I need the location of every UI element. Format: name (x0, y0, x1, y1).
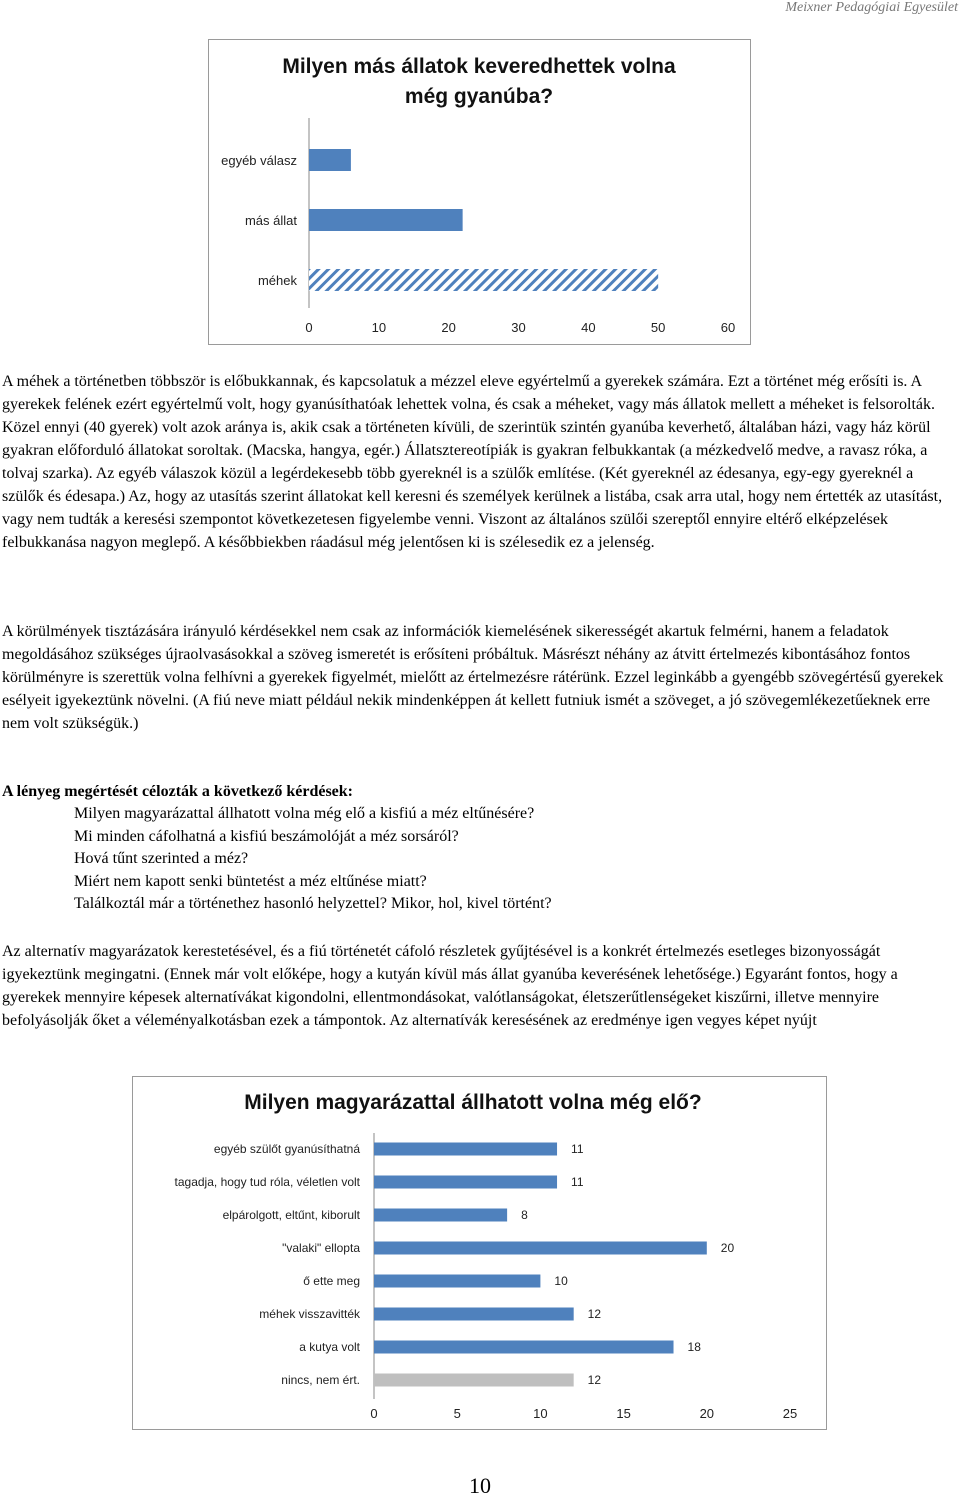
questions-heading: A lényeg megértését célozták a következő kérdések: (2, 783, 353, 800)
chart-other-animals (208, 39, 751, 345)
questions-list (74, 803, 552, 916)
data-label: 12 (587, 1373, 602, 1387)
question-item: Találkoztál már a történethez hasonló helyzettel? Mikor, hol, kivel történt? (74, 895, 552, 913)
category-label: "valaki" ellopta (282, 1241, 360, 1255)
question-item: Miért nem kapott senki büntetést a méz eltűnése miatt? (74, 872, 427, 890)
data-label: 20 (720, 1241, 735, 1255)
x-tick-label: 25 (782, 1406, 798, 1421)
bar (374, 1242, 707, 1255)
x-tick-label: 30 (511, 320, 526, 335)
x-tick-label: 10 (533, 1406, 548, 1421)
data-label: 18 (687, 1340, 701, 1354)
bar (309, 269, 658, 291)
bar (374, 1143, 557, 1156)
data-label: 11 (571, 1175, 584, 1189)
x-tick-label: 0 (370, 1406, 378, 1421)
paragraph-alternatives: Az alternatív magyarázatok kerestetésével, és a fiú történetét cáfoló részletek gyűjtésével is a konkrét értelmezés esetleges bizonyosságát igyekeztünk megingatni. (Ennek már volt előképe, hogy a kutyán kívül más állat gyanúba keverésének lehetősége.) Egyaránt fontos, hogy a gyerekek mennyire képesek alternatívákat kigondolni, ellentmondásokat, valótlanságokat, életszerűtlenségeket kiszűrni, illetve mennyire befolyásolják őket a véleményalkotásban ezek a támpontok. Az alternatívák keresésének az eredménye igen vegyes képet nyújt (2, 943, 898, 1029)
category-label: ő ette meg (303, 1274, 360, 1288)
data-label: 10 (554, 1274, 568, 1288)
chart-title: Milyen magyarázattal állhatott volna még elő? (244, 1091, 702, 1114)
data-label: 8 (521, 1208, 528, 1222)
x-tick-label: 5 (453, 1406, 461, 1421)
x-tick-label: 20 (441, 320, 456, 335)
question-item: Mi minden cáfolhatná a kisfiú beszámolóját a méz sorsáról? (74, 827, 459, 845)
category-label: elpárolgott, eltűnt, kiborult (222, 1208, 360, 1222)
bar (374, 1308, 574, 1321)
category-label: méhek visszavitték (259, 1307, 360, 1321)
bar (374, 1341, 674, 1354)
x-tick-label: 0 (305, 320, 313, 335)
bar (309, 209, 463, 231)
x-tick-label: 40 (581, 320, 596, 335)
chart-title: Milyen más állatok keveredhettek volna még gyanúba? (282, 55, 676, 108)
paragraph-circumstances: A körülmények tisztázására irányuló kérdésekkel nem csak az információk kiemelésének sikerességét akartuk felmérni, hanem a feladatok megoldásához szükséges újraolvasásokkal a szöveg ismeretét is erősíteni próbáltuk. Másrészt néhány az átvitt értelmezés kibontásához fontos körülményre is szerettük volna felhívni a gyerekek figyelmét, mielőtt az értelmezésre rátérünk. Ezzel leginkább a gyengébb szövegértésű gyerekek esélyeit igyekeztünk növelni. (A fiú neve miatt például nekik mindenképpen át kellett futniuk ismét a szöveget, a jó szövegemlékezetűeknek erre nem volt szükségük.) (2, 623, 944, 732)
category-label: méhek (257, 273, 297, 288)
bar (309, 149, 351, 171)
bar (374, 1209, 507, 1222)
x-tick-label: 10 (371, 320, 387, 335)
chart-explanations (132, 1076, 827, 1430)
x-tick-label: 50 (650, 320, 666, 335)
bar (374, 1275, 540, 1288)
category-label: egyéb szülőt gyanúsíthatná (213, 1142, 360, 1156)
category-label: tagadja, hogy tud róla, véletlen volt (174, 1175, 360, 1189)
x-tick-label: 15 (616, 1406, 631, 1421)
header-organization: Meixner Pedagógiai Egyesület (785, 0, 958, 15)
data-label: 12 (587, 1307, 602, 1321)
x-tick-label: 60 (720, 320, 736, 335)
chart-plot-area (209, 40, 750, 344)
question-item: Hová tűnt szerinted a méz? (74, 850, 249, 868)
bar (374, 1374, 574, 1387)
category-label: más állat (244, 213, 297, 228)
category-label: egyéb válasz (221, 153, 297, 168)
chart-plot-area (133, 1077, 826, 1429)
category-label: a kutya volt (299, 1340, 360, 1354)
category-label: nincs, nem ért. (281, 1373, 360, 1387)
question-item: Milyen magyarázattal állhatott volna még elő a kisfiú a méz eltűnésére? (74, 805, 535, 822)
bar (374, 1176, 557, 1189)
x-tick-label: 20 (699, 1406, 715, 1421)
page-number: 10 (469, 1473, 491, 1498)
data-label: 11 (571, 1142, 584, 1156)
paragraph-bees: A méhek a történetben többször is előbukkannak, és kapcsolatuk a mézzel eleve egyértelmű a gyerekek számára. Ezt a történet még erősíti is. A gyerekek felének ezért egyértelmű volt, hogy gyanúsíthatóak lehettek volna, és csak a méheket, vagy más állatok mellett a méheket is felsorolták. Közel ennyi (40 gyerek) volt azok aránya is, akik csak a történeten kívüli, de szerintük szintén gyanúba keverhető, általában házi, vagy ház körül gyakran előforduló állatokat soroltak. (Macska, hangya, egér.) Állatsztereotípiák is gyakran felbukkantak (a mézkedvelő medve, a ravasz róka, a tolvaj szarka). Az egyéb válaszok közül a legérdekesebb több gyereknél is a szülők említése. (Két gyereknél az édesanya, egy-egy gyereknél a szülők és édesapa.) Az, hogy az utasítás szerint állatokat kell keresni és személyek kerülnek a listába, csak arra utal, hogy nem értették az utasítást, vagy nem tudták a keresési szempontot következetesen figyelembe venni. Viszont az általános szülői szereptől ennyire eltérő elképzelések felbukkanása nagyon meglepő. A későbbiekben ráadásul még jelentősen ki is szélesedik ez a jelenség. (2, 373, 943, 551)
